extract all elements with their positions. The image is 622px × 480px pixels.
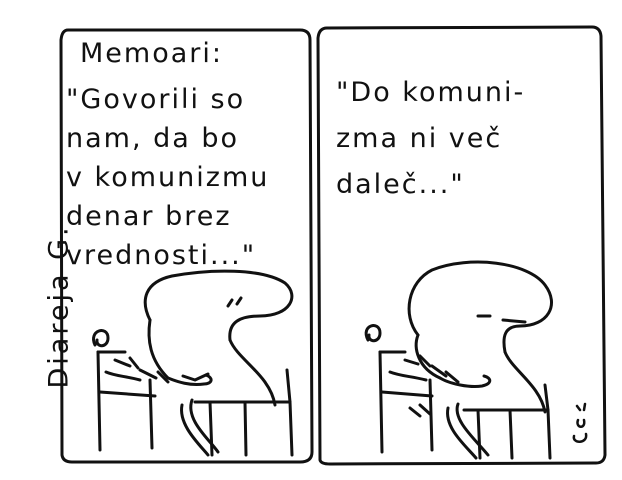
panel1-character [145,271,292,455]
panel2-typewriter [366,326,458,452]
panel1-title: Memoari: [80,38,223,69]
signature: Diareja G. [43,224,75,389]
panel1-quote: "Govorili so nam, da bo v komunizmu denar brez vrednosti..." [66,84,270,271]
panel1-typewriter [94,331,168,450]
artist-mark [574,404,586,442]
panel2-chair [464,385,550,458]
panel2-quote: "Do komuni- zma ni več daleč..." [336,77,526,200]
